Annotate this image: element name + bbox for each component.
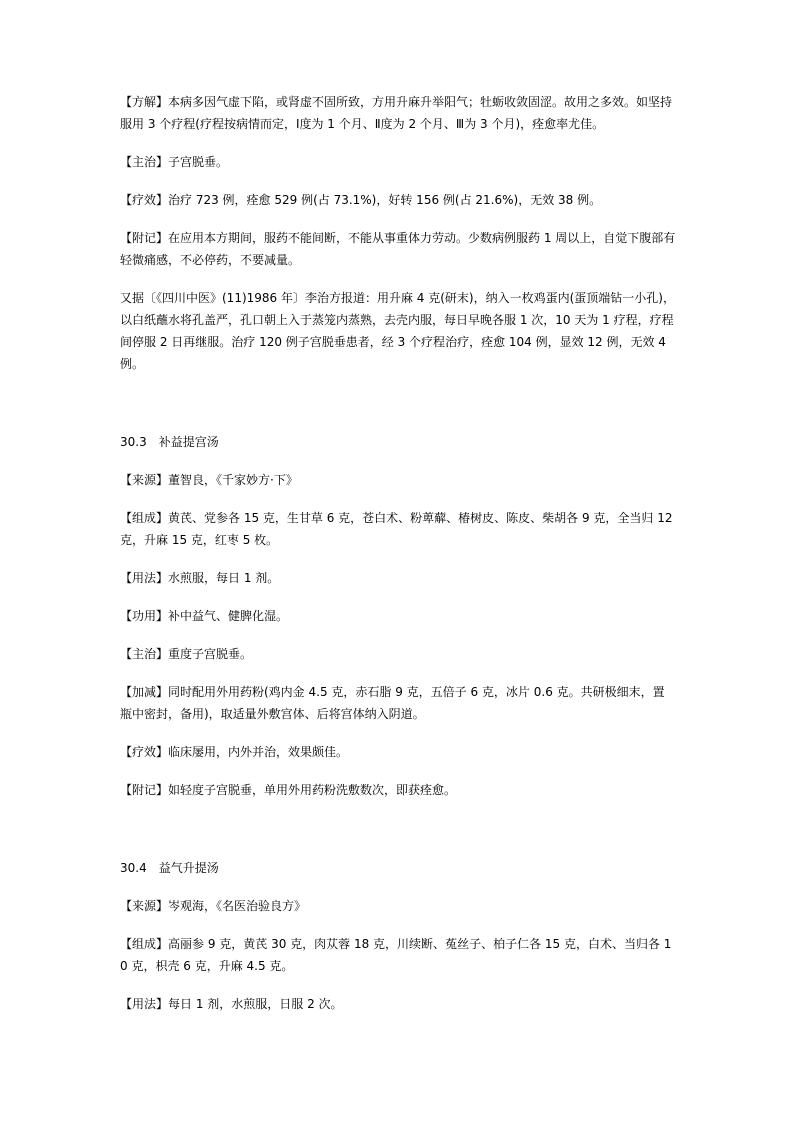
section-spacer xyxy=(120,817,676,857)
paragraph-youju: 又据〔《四川中医》(11)1986 年〕李治方报道：用升麻 4 克(研末)，纳入一枚鸡蛋内(蛋顶端钻一小孔)，以白纸蘸水将孔盖严，孔口朝上入于蒸笼内蒸熟，去壳内服，每日早晚各服 1 次，10 天为 1 疗程，疗程间停服 2 日再继服。治疗 120 例子宫脱垂患者，经 3 个疗程治疗，痊愈 104 例，显效 12 例，无效 4 例。 xyxy=(120,291,675,371)
paragraph-jiajian: 【加减】同时配用外用药粉(鸡内金 4.5 克，赤石脂 9 克，五倍子 6 克，冰片 0.6 克。共研极细末，置瓶中密封，备用)，取适量外敷宫体、后将宫体纳入阴道。 xyxy=(120,685,665,721)
paragraph-zhuzhi: 【主治】子宫脱垂。 xyxy=(120,155,229,169)
paragraph-fuji: 【附记】在应用本方期间，服药不能间断，不能从事重体力劳动。少数病例服药 1 周以上，自觉下腹部有轻微痛感，不必停药，不要减量。 xyxy=(120,231,676,267)
paragraph-yongfa: 【用法】水煎服，每日 1 剂。 xyxy=(120,571,280,585)
paragraph-zhuzhi-2: 【主治】重度子宫脱垂。 xyxy=(120,647,253,661)
document-page xyxy=(120,91,676,1031)
section-heading-30-3: 30.3 补益提宫汤 xyxy=(120,435,219,449)
paragraph-liaoxiao-2: 【疗效】临床屡用，内外并治，效果颇佳。 xyxy=(120,745,349,759)
paragraph-laiyuan: 【来源】董智良，《千家妙方·下》 xyxy=(120,473,298,487)
section-spacer xyxy=(120,391,676,431)
paragraph-gongyong: 【功用】补中益气、健脾化湿。 xyxy=(120,609,289,623)
paragraph-liaoxiao: 【疗效】治疗 723 例，痊愈 529 例(占 73.1%)，好转 156 例(占 21.6%)，无效 38 例。 xyxy=(120,193,602,207)
paragraph-zucheng: 【组成】黄芪、党参各 15 克，生甘草 6 克，苍白术、粉萆薢、椿树皮、陈皮、柴胡各 9 克，全当归 12 克，升麻 15 克，红枣 5 枚。 xyxy=(120,511,673,547)
paragraph-laiyuan-2: 【来源】岑观海，《名医治验良方》 xyxy=(120,899,307,913)
paragraph-fuji-2: 【附记】如轻度子宫脱垂，单用外用药粉洗敷数次，即获痊愈。 xyxy=(120,783,457,797)
paragraph-yongfa-2: 【用法】每日 1 剂，水煎服，日服 2 次。 xyxy=(120,997,343,1011)
paragraph-zucheng-2: 【组成】高丽参 9 克，黄芪 30 克，肉苁蓉 18 克，川续断、菟丝子、柏子仁各 15 克，白术、当归各 10 克，枳壳 6 克，升麻 4.5 克。 xyxy=(120,937,672,973)
section-heading-30-4: 30.4 益气升提汤 xyxy=(120,861,219,875)
paragraph-fangjie: 【方解】本病多因气虚下陷，或肾虚不固所致，方用升麻升举阳气；牡蛎收敛固涩。故用之多效。如坚持服用 3 个疗程(疗程按病情而定，Ⅰ度为 1 个月、Ⅱ度为 2 个月、Ⅲ为 3 个月)，痊愈率尤佳。 xyxy=(120,95,673,131)
